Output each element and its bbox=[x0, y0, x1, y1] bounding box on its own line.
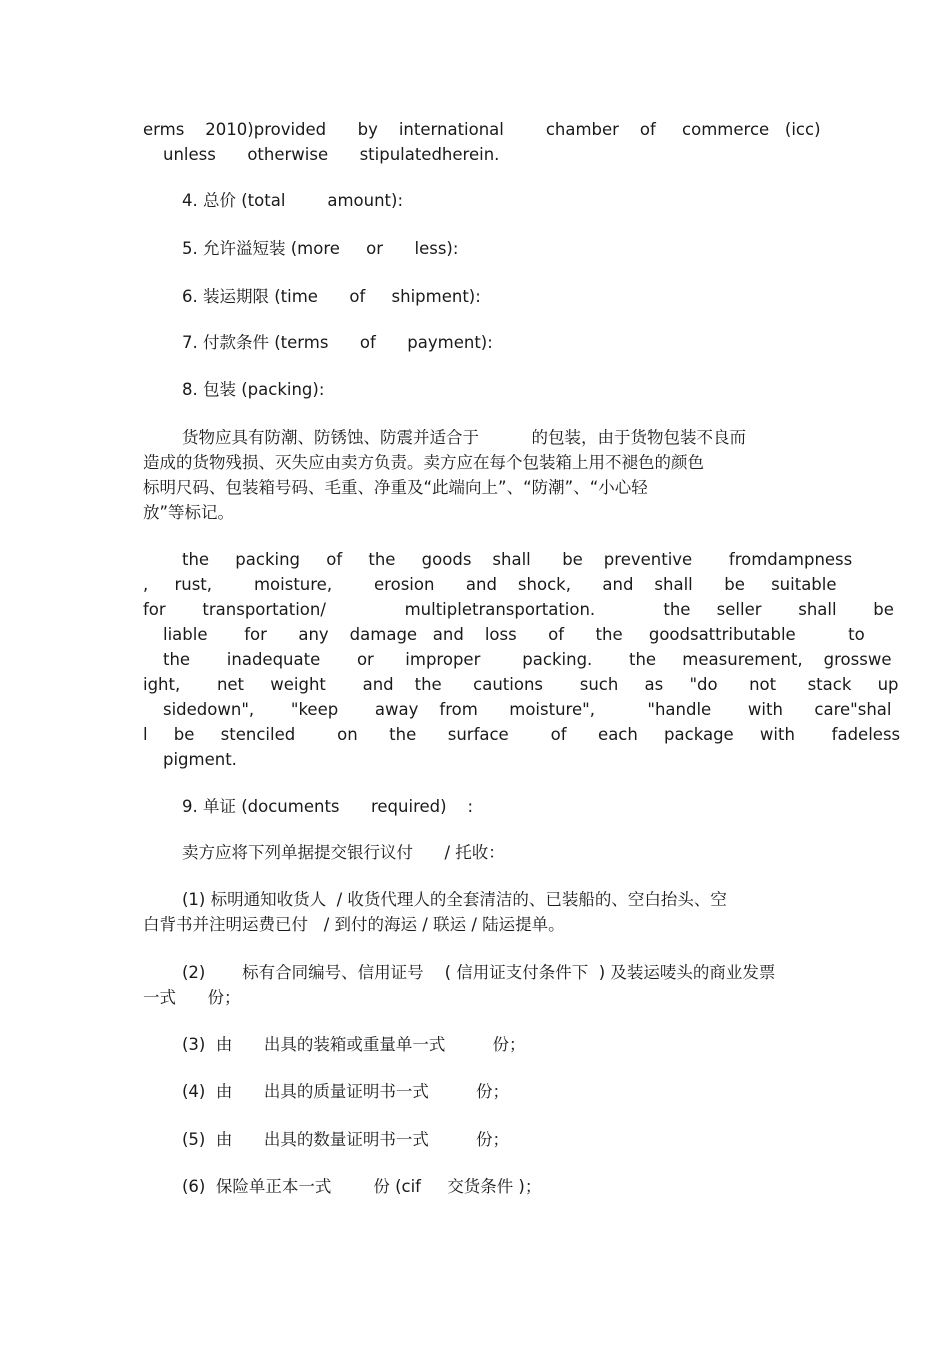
packing-en-line-9: pigment. bbox=[163, 750, 237, 769]
item-5-more-or-less: 5. 允许溢短装 (more or less): bbox=[182, 239, 459, 258]
packing-en-line-4: liable for any damage and loss of the goodsattributable to bbox=[163, 625, 865, 644]
doc-2-line-2: 一式 份； bbox=[143, 988, 241, 1007]
packing-en-line-5: the inadequate or improper packing. the measurement, grosswe bbox=[163, 650, 892, 669]
doc-1-line-1: (1) 标明通知收货人 / 收货代理人的全套清洁的、已装船的、空白抬头、空 bbox=[182, 890, 727, 909]
doc-5: (5) 由 出具的数量证明书一式 份； bbox=[182, 1130, 510, 1149]
item-9-documents: 9. 单证 (documents required) : bbox=[182, 797, 474, 816]
packing-zh-line-3: 标明尺码、包装箱号码、毛重、净重及“此端向上”、“防潮”、“小心轻 bbox=[143, 478, 648, 497]
item-7-terms-of-payment: 7. 付款条件 (terms of payment): bbox=[182, 333, 493, 352]
item-8-packing: 8. 包装 (packing): bbox=[182, 380, 325, 399]
text-line-2: unless otherwise stipulatedherein. bbox=[163, 145, 500, 164]
packing-en-line-3: for transportation/ multipletransportation. the seller shall be bbox=[143, 600, 894, 619]
packing-en-line-7: sidedown", "keep away from moisture", "handle with care"shal bbox=[163, 700, 892, 719]
item-4-total-amount: 4. 总价 (total amount): bbox=[182, 191, 404, 210]
packing-en-line-2: , rust, moisture, erosion and shock, and shall be suitable bbox=[143, 575, 837, 594]
packing-en-line-8: l be stenciled on the surface of each package with fadeless bbox=[143, 725, 901, 744]
doc-6: (6) 保险单正本一式 份 (cif 交货条件 )； bbox=[182, 1177, 542, 1196]
doc-1-line-2: 白背书并注明运费已付 / 到付的海运 / 联运 / 陆运提单。 bbox=[143, 915, 565, 934]
doc-2-line-1: (2) 标有合同编号、信用证号 ( 信用证支付条件下 ) 及装运唛头的商业发票 bbox=[182, 963, 776, 982]
doc-4: (4) 由 出具的质量证明书一式 份； bbox=[182, 1082, 510, 1101]
packing-en-line-1: the packing of the goods shall be preventive fromdampness bbox=[182, 550, 853, 569]
packing-zh-line-2: 造成的货物残损、灭失应由卖方负责。卖方应在每个包装箱上用不褪色的颜色 bbox=[143, 453, 704, 472]
packing-zh-line-1: 货物应具有防潮、防锈蚀、防震并适合于 的包装，由于货物包装不良而 bbox=[182, 428, 746, 447]
item-6-time-of-shipment: 6. 装运期限 (time of shipment): bbox=[182, 287, 481, 306]
text-line-1: erms 2010)provided by international chamber of commerce (icc) bbox=[143, 120, 821, 139]
packing-en-line-6: ight, net weight and the cautions such as "do not stack up bbox=[143, 675, 899, 694]
packing-zh-line-4: 放”等标记。 bbox=[143, 503, 235, 522]
doc-3: (3) 由 出具的装箱或重量单一式 份； bbox=[182, 1035, 526, 1054]
documents-intro: 卖方应将下列单据提交银行议付 / 托收： bbox=[182, 843, 505, 862]
